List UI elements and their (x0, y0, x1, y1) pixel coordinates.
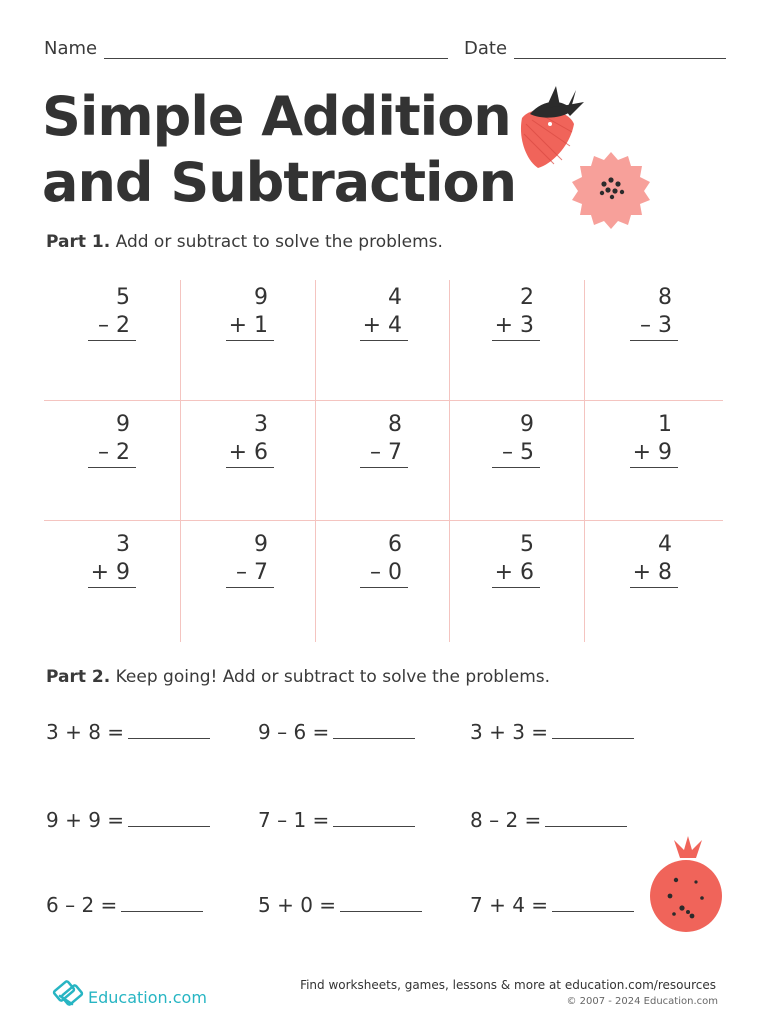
problem (226, 411, 274, 468)
problem-top-number: 6 (388, 532, 402, 557)
problem-top-number: 9 (254, 532, 268, 557)
pomegranate-icon (646, 836, 726, 936)
problem-top-number: 5 (520, 532, 534, 557)
education-logo-icon (52, 974, 86, 1008)
education-logo[interactable] (52, 974, 212, 1010)
answer-blank[interactable] (552, 893, 634, 912)
problem-operation: – 2 (88, 439, 136, 468)
problem-operation: – 0 (360, 559, 408, 588)
answer-blank[interactable] (333, 808, 415, 827)
title-line-2: and Subtraction (42, 151, 517, 214)
problem (88, 284, 136, 341)
problem-top-number: 9 (520, 412, 534, 437)
part1-grid (44, 280, 723, 642)
part1-heading (46, 232, 443, 252)
brand-name: Education.com (88, 988, 207, 1007)
equation-text: 3 + 8 = (46, 720, 125, 744)
problem-operation: + 3 (492, 312, 540, 341)
equation (46, 893, 203, 917)
part2-instruction: Keep going! Add or subtract to solve the problems. (115, 667, 551, 687)
grid-col-divider (180, 280, 181, 642)
problem (630, 284, 678, 341)
problem-operation: + 6 (492, 559, 540, 588)
worksheet-title (42, 84, 516, 216)
equation (470, 808, 627, 832)
problem-top-number: 4 (388, 285, 402, 310)
problem (88, 531, 136, 588)
footer-tagline: Find worksheets, games, lessons & more at education.com/resources (300, 978, 716, 992)
problem-operation: – 7 (360, 439, 408, 468)
equation-text: 7 + 4 = (470, 893, 549, 917)
grid-row-divider (44, 520, 723, 521)
problem-top-number: 4 (658, 532, 672, 557)
date-field[interactable] (514, 58, 726, 59)
problem (492, 284, 540, 341)
problem-operation: – 5 (492, 439, 540, 468)
answer-blank[interactable] (552, 720, 634, 739)
problem-operation: + 9 (630, 439, 678, 468)
problem (492, 411, 540, 468)
equation-text: 9 + 9 = (46, 808, 125, 832)
problem-top-number: 9 (254, 285, 268, 310)
problem-operation: + 8 (630, 559, 678, 588)
grid-row-divider (44, 400, 723, 401)
problem-top-number: 2 (520, 285, 534, 310)
grid-col-divider (315, 280, 316, 642)
problem (226, 284, 274, 341)
equation-text: 8 – 2 = (470, 808, 542, 832)
problem (492, 531, 540, 588)
part1-label: Part 1. (46, 232, 111, 252)
problem-operation: + 9 (88, 559, 136, 588)
date-label: Date (464, 38, 508, 59)
problem (630, 411, 678, 468)
equation-text: 3 + 3 = (470, 720, 549, 744)
title-line-1: Simple Addition (42, 85, 511, 148)
answer-blank[interactable] (340, 893, 422, 912)
equation (258, 893, 422, 917)
footer-copyright: © 2007 - 2024 Education.com (566, 996, 718, 1007)
problem-operation: + 1 (226, 312, 274, 341)
name-field[interactable] (104, 58, 448, 59)
problem-top-number: 3 (254, 412, 268, 437)
equation (258, 720, 415, 744)
problem (88, 411, 136, 468)
answer-blank[interactable] (128, 720, 210, 739)
grid-col-divider (584, 280, 585, 642)
problem (630, 531, 678, 588)
flower-icon (568, 150, 654, 230)
problem (360, 411, 408, 468)
part2-heading (46, 667, 550, 687)
problem-top-number: 8 (658, 285, 672, 310)
problem-top-number: 9 (116, 412, 130, 437)
problem-top-number: 3 (116, 532, 130, 557)
problem-operation: – 7 (226, 559, 274, 588)
equation-text: 9 – 6 = (258, 720, 330, 744)
problem-top-number: 8 (388, 412, 402, 437)
problem (360, 531, 408, 588)
name-label: Name (44, 38, 98, 59)
problem-top-number: 5 (116, 285, 130, 310)
equation (258, 808, 415, 832)
problem-top-number: 1 (658, 412, 672, 437)
equation-text: 7 – 1 = (258, 808, 330, 832)
equation-text: 6 – 2 = (46, 893, 118, 917)
equation (470, 893, 634, 917)
equation-text: 5 + 0 = (258, 893, 337, 917)
answer-blank[interactable] (545, 808, 627, 827)
equation (46, 720, 210, 744)
problem-operation: + 6 (226, 439, 274, 468)
problem (360, 284, 408, 341)
part2-label: Part 2. (46, 667, 111, 687)
problem-operation: – 3 (630, 312, 678, 341)
answer-blank[interactable] (128, 808, 210, 827)
answer-blank[interactable] (333, 720, 415, 739)
name-date-row (44, 38, 726, 64)
problem-operation: – 2 (88, 312, 136, 341)
problem-operation: + 4 (360, 312, 408, 341)
problem (226, 531, 274, 588)
grid-col-divider (449, 280, 450, 642)
answer-blank[interactable] (121, 893, 203, 912)
equation (46, 808, 210, 832)
part1-instruction: Add or subtract to solve the problems. (115, 232, 443, 252)
equation (470, 720, 634, 744)
